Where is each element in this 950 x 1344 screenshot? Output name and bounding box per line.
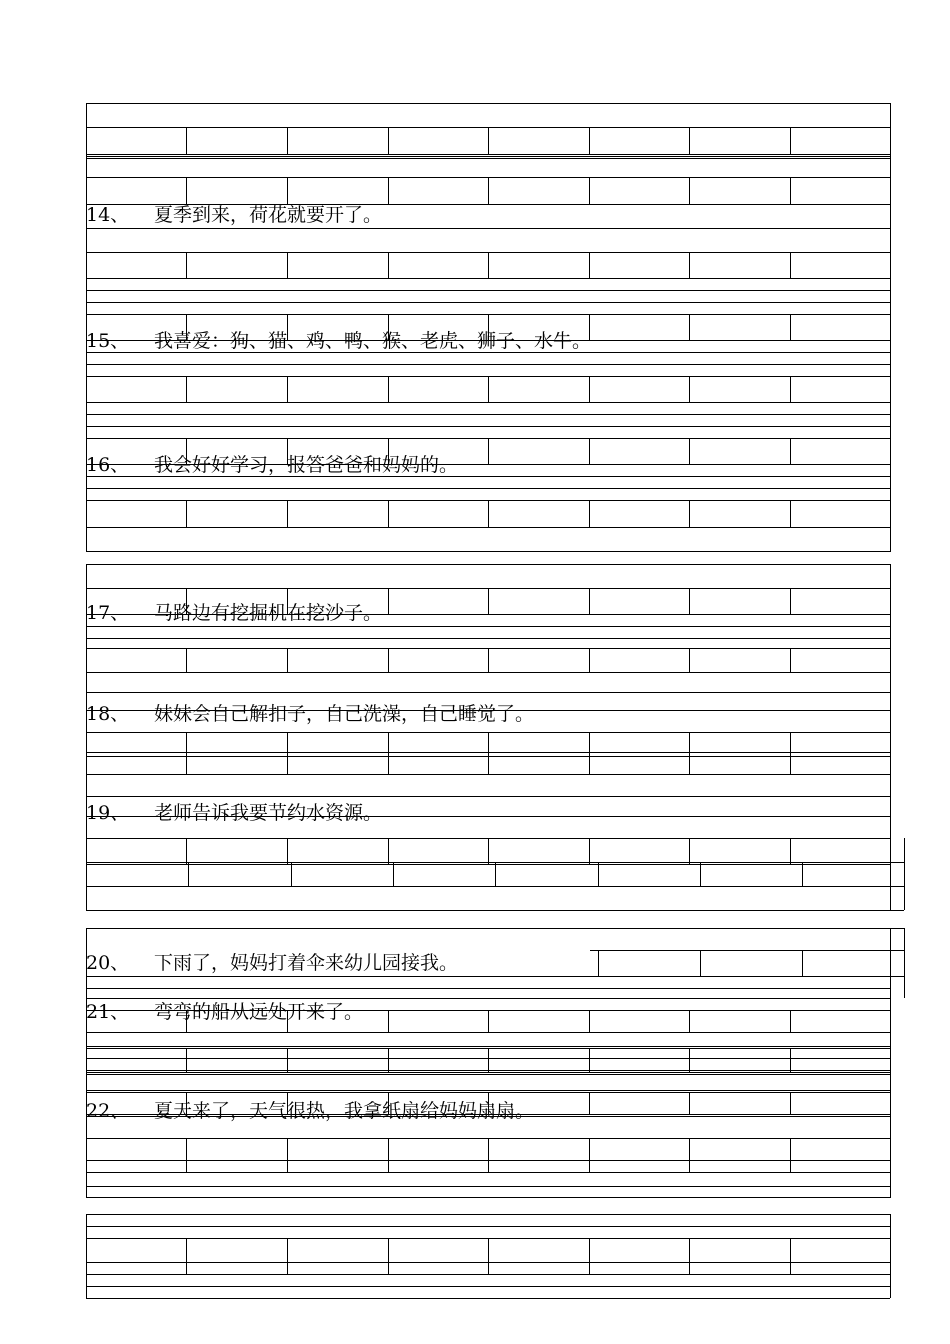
sentence-16 — [86, 452, 458, 478]
grid-line — [86, 838, 87, 864]
grid-line — [388, 648, 389, 672]
grid-line — [186, 1138, 187, 1172]
sentence-14 — [86, 202, 382, 228]
grid-line — [790, 376, 791, 402]
grid-line — [488, 732, 489, 774]
grid-line — [86, 1186, 890, 1187]
grid-line — [86, 1160, 890, 1161]
grid-line — [287, 177, 288, 204]
grid-line — [488, 1010, 489, 1032]
grid-line — [86, 1262, 890, 1263]
grid-line — [589, 1238, 590, 1274]
grid-line — [488, 376, 489, 402]
grid-line — [86, 488, 890, 489]
grid-line — [291, 862, 292, 886]
sentence-number: 18、 — [86, 703, 130, 725]
grid-line — [689, 252, 690, 278]
grid-line — [488, 838, 489, 864]
grid-line — [589, 838, 590, 864]
grid-line — [86, 1298, 890, 1299]
grid-line — [86, 158, 890, 159]
grid-line — [589, 438, 590, 464]
grid-line — [86, 414, 890, 415]
grid-line — [689, 127, 690, 154]
grid-line — [689, 1048, 690, 1072]
grid-line — [186, 1048, 187, 1072]
grid-line — [700, 950, 701, 976]
grid-line — [86, 1070, 890, 1071]
grid-line — [86, 402, 890, 403]
grid-line — [388, 1048, 389, 1072]
grid-line — [86, 692, 890, 693]
sentence-text: 夏天来了，天气很热，我拿纸扇给妈妈扇扇。 — [154, 1100, 535, 1122]
grid-line — [287, 648, 288, 672]
grid-line — [598, 950, 599, 976]
grid-line — [86, 886, 904, 887]
grid-line — [790, 588, 791, 614]
grid-line — [890, 103, 891, 230]
grid-line — [186, 838, 187, 864]
grid-line — [598, 862, 599, 886]
grid-line — [287, 838, 288, 864]
grid-line — [287, 1138, 288, 1172]
grid-line — [86, 732, 87, 774]
sentence-text: 下雨了，妈妈打着伞来幼儿园接我。 — [154, 952, 459, 974]
grid-line — [86, 154, 890, 155]
grid-line — [86, 103, 890, 104]
grid-line — [287, 376, 288, 402]
sentence-number: 14、 — [86, 204, 130, 226]
grid-line — [86, 1238, 87, 1274]
grid-line — [904, 950, 905, 976]
sentence-number: 20、 — [86, 952, 130, 974]
grid-line — [86, 1090, 890, 1091]
grid-line — [488, 438, 489, 464]
grid-line — [589, 1010, 590, 1032]
grid-line — [287, 127, 288, 154]
sentence-number: 22、 — [86, 1100, 130, 1122]
grid-line — [589, 1048, 590, 1072]
sentence-number: 21、 — [86, 1001, 130, 1023]
sentence-number: 16、 — [86, 454, 130, 476]
grid-line — [890, 838, 891, 864]
grid-line — [890, 1010, 891, 1032]
grid-line — [388, 1238, 389, 1274]
grid-line — [86, 976, 904, 977]
grid-line — [86, 672, 890, 673]
sentence-text: 弯弯的船从远处开来了。 — [154, 1001, 364, 1023]
grid-line — [86, 626, 890, 627]
grid-line — [689, 177, 690, 204]
grid-line — [86, 527, 890, 528]
grid-line — [86, 1286, 890, 1287]
grid-line — [86, 648, 87, 672]
grid-line — [86, 928, 904, 929]
grid-line — [700, 862, 701, 886]
grid-line — [287, 1048, 288, 1072]
grid-line — [589, 1138, 590, 1172]
grid-line — [388, 732, 389, 774]
grid-line — [86, 376, 87, 402]
grid-line — [388, 838, 389, 864]
grid-line — [86, 1172, 890, 1173]
grid-line — [86, 1138, 87, 1172]
grid-line — [689, 500, 690, 527]
grid-line — [86, 864, 890, 865]
sentence-number: 17、 — [86, 602, 130, 624]
grid-line — [86, 862, 87, 886]
grid-line — [388, 1010, 389, 1032]
grid-line — [790, 177, 791, 204]
grid-line — [287, 732, 288, 774]
grid-line — [186, 500, 187, 527]
grid-line — [86, 364, 890, 365]
sentence-text: 我会好好学习，报答爸爸和妈妈的。 — [154, 454, 459, 476]
grid-line — [488, 500, 489, 527]
grid-line — [86, 278, 890, 279]
sentence-text: 妹妹会自己解扣子，自己洗澡，自己睡觉了。 — [154, 703, 535, 725]
grid-line — [589, 127, 590, 154]
grid-line — [890, 252, 891, 278]
grid-line — [86, 1214, 890, 1215]
grid-line — [890, 177, 891, 204]
grid-line — [186, 1238, 187, 1274]
grid-line — [488, 588, 489, 614]
grid-line — [86, 1048, 87, 1072]
sentence-text: 我喜爱：狗、猫、鸡、鸭、猴、老虎、狮子、水牛。 — [154, 330, 592, 352]
grid-line — [86, 796, 890, 797]
grid-line — [589, 376, 590, 402]
grid-line — [890, 314, 891, 340]
grid-line — [790, 1092, 791, 1114]
grid-line — [488, 177, 489, 204]
grid-line — [287, 500, 288, 527]
grid-line — [589, 648, 590, 672]
grid-line — [689, 1010, 690, 1032]
sentence-20 — [86, 950, 458, 976]
grid-line — [388, 252, 389, 278]
grid-line — [86, 426, 890, 427]
grid-line — [488, 1048, 489, 1072]
grid-line — [790, 1238, 791, 1274]
grid-line — [186, 376, 187, 402]
grid-line — [890, 732, 891, 774]
grid-line — [790, 1010, 791, 1032]
sentence-22 — [86, 1098, 534, 1124]
grid-line — [589, 177, 590, 204]
grid-line — [186, 127, 187, 154]
grid-line — [689, 838, 690, 864]
grid-line — [388, 588, 389, 614]
grid-line — [689, 438, 690, 464]
grid-line — [802, 950, 803, 976]
grid-line — [589, 732, 590, 774]
grid-line — [689, 314, 690, 340]
sentence-text: 马路边有挖掘机在挖沙子。 — [154, 602, 383, 624]
grid-line — [86, 1032, 890, 1033]
grid-line — [590, 950, 904, 951]
grid-line — [890, 376, 891, 402]
grid-line — [790, 252, 791, 278]
grid-line — [890, 648, 891, 672]
grid-line — [689, 648, 690, 672]
grid-line — [495, 862, 496, 886]
grid-line — [689, 1092, 690, 1114]
grid-line — [890, 127, 891, 154]
grid-line — [393, 862, 394, 886]
grid-line — [186, 177, 187, 204]
grid-line — [86, 752, 890, 753]
grid-line — [86, 228, 890, 229]
grid-line — [589, 588, 590, 614]
grid-line — [689, 376, 690, 402]
grid-line — [86, 756, 890, 757]
grid-line — [86, 1072, 890, 1073]
grid-line — [86, 1226, 890, 1227]
grid-line — [86, 1274, 890, 1275]
grid-line — [388, 177, 389, 204]
grid-line — [890, 1238, 891, 1274]
grid-line — [802, 862, 803, 886]
grid-line — [186, 648, 187, 672]
grid-line — [890, 500, 891, 527]
sentence-number: 19、 — [86, 802, 130, 824]
sentence-21 — [86, 999, 363, 1025]
grid-line — [86, 252, 87, 278]
grid-line — [790, 500, 791, 527]
sentence-19 — [86, 800, 382, 826]
grid-line — [904, 838, 905, 910]
grid-line — [488, 252, 489, 278]
grid-line — [86, 910, 904, 911]
grid-line — [890, 1092, 891, 1114]
grid-line — [86, 1074, 890, 1075]
grid-line — [488, 127, 489, 154]
grid-line — [388, 127, 389, 154]
grid-line — [188, 862, 189, 886]
grid-line — [186, 252, 187, 278]
grid-line — [890, 1048, 891, 1072]
grid-line — [86, 500, 87, 527]
grid-line — [86, 290, 890, 291]
grid-line — [790, 127, 791, 154]
sentence-17 — [86, 600, 382, 626]
grid-line — [689, 1138, 690, 1172]
grid-line — [86, 551, 890, 552]
grid-line — [790, 314, 791, 340]
grid-line — [488, 648, 489, 672]
grid-line — [488, 1238, 489, 1274]
grid-line — [86, 1046, 890, 1047]
sentence-18 — [86, 701, 534, 727]
grid-line — [388, 500, 389, 527]
grid-line — [388, 376, 389, 402]
grid-line — [86, 988, 890, 989]
grid-line — [186, 732, 187, 774]
grid-line — [287, 1238, 288, 1274]
grid-line — [589, 252, 590, 278]
grid-line — [890, 438, 891, 464]
grid-line — [890, 1138, 891, 1172]
grid-line — [86, 564, 890, 565]
grid-line — [689, 588, 690, 614]
grid-line — [86, 156, 890, 157]
grid-line — [86, 638, 890, 639]
grid-line — [790, 438, 791, 464]
grid-line — [890, 588, 891, 614]
grid-line — [589, 500, 590, 527]
sentence-text: 夏季到来，荷花就要开了。 — [154, 204, 383, 226]
sentence-number: 15、 — [86, 330, 130, 352]
grid-line — [689, 732, 690, 774]
grid-line — [86, 177, 87, 204]
grid-line — [86, 127, 87, 154]
grid-line — [790, 838, 791, 864]
grid-line — [488, 1138, 489, 1172]
grid-line — [790, 1048, 791, 1072]
grid-line — [589, 1092, 590, 1114]
sentence-text: 老师告诉我要节约水资源。 — [154, 802, 383, 824]
sentence-15 — [86, 328, 591, 354]
grid-line — [287, 252, 288, 278]
grid-line — [86, 774, 890, 775]
grid-line — [86, 1197, 890, 1198]
grid-line — [790, 732, 791, 774]
grid-line — [790, 648, 791, 672]
grid-line — [689, 1238, 690, 1274]
grid-line — [790, 1138, 791, 1172]
grid-line — [86, 302, 890, 303]
grid-line — [388, 1138, 389, 1172]
